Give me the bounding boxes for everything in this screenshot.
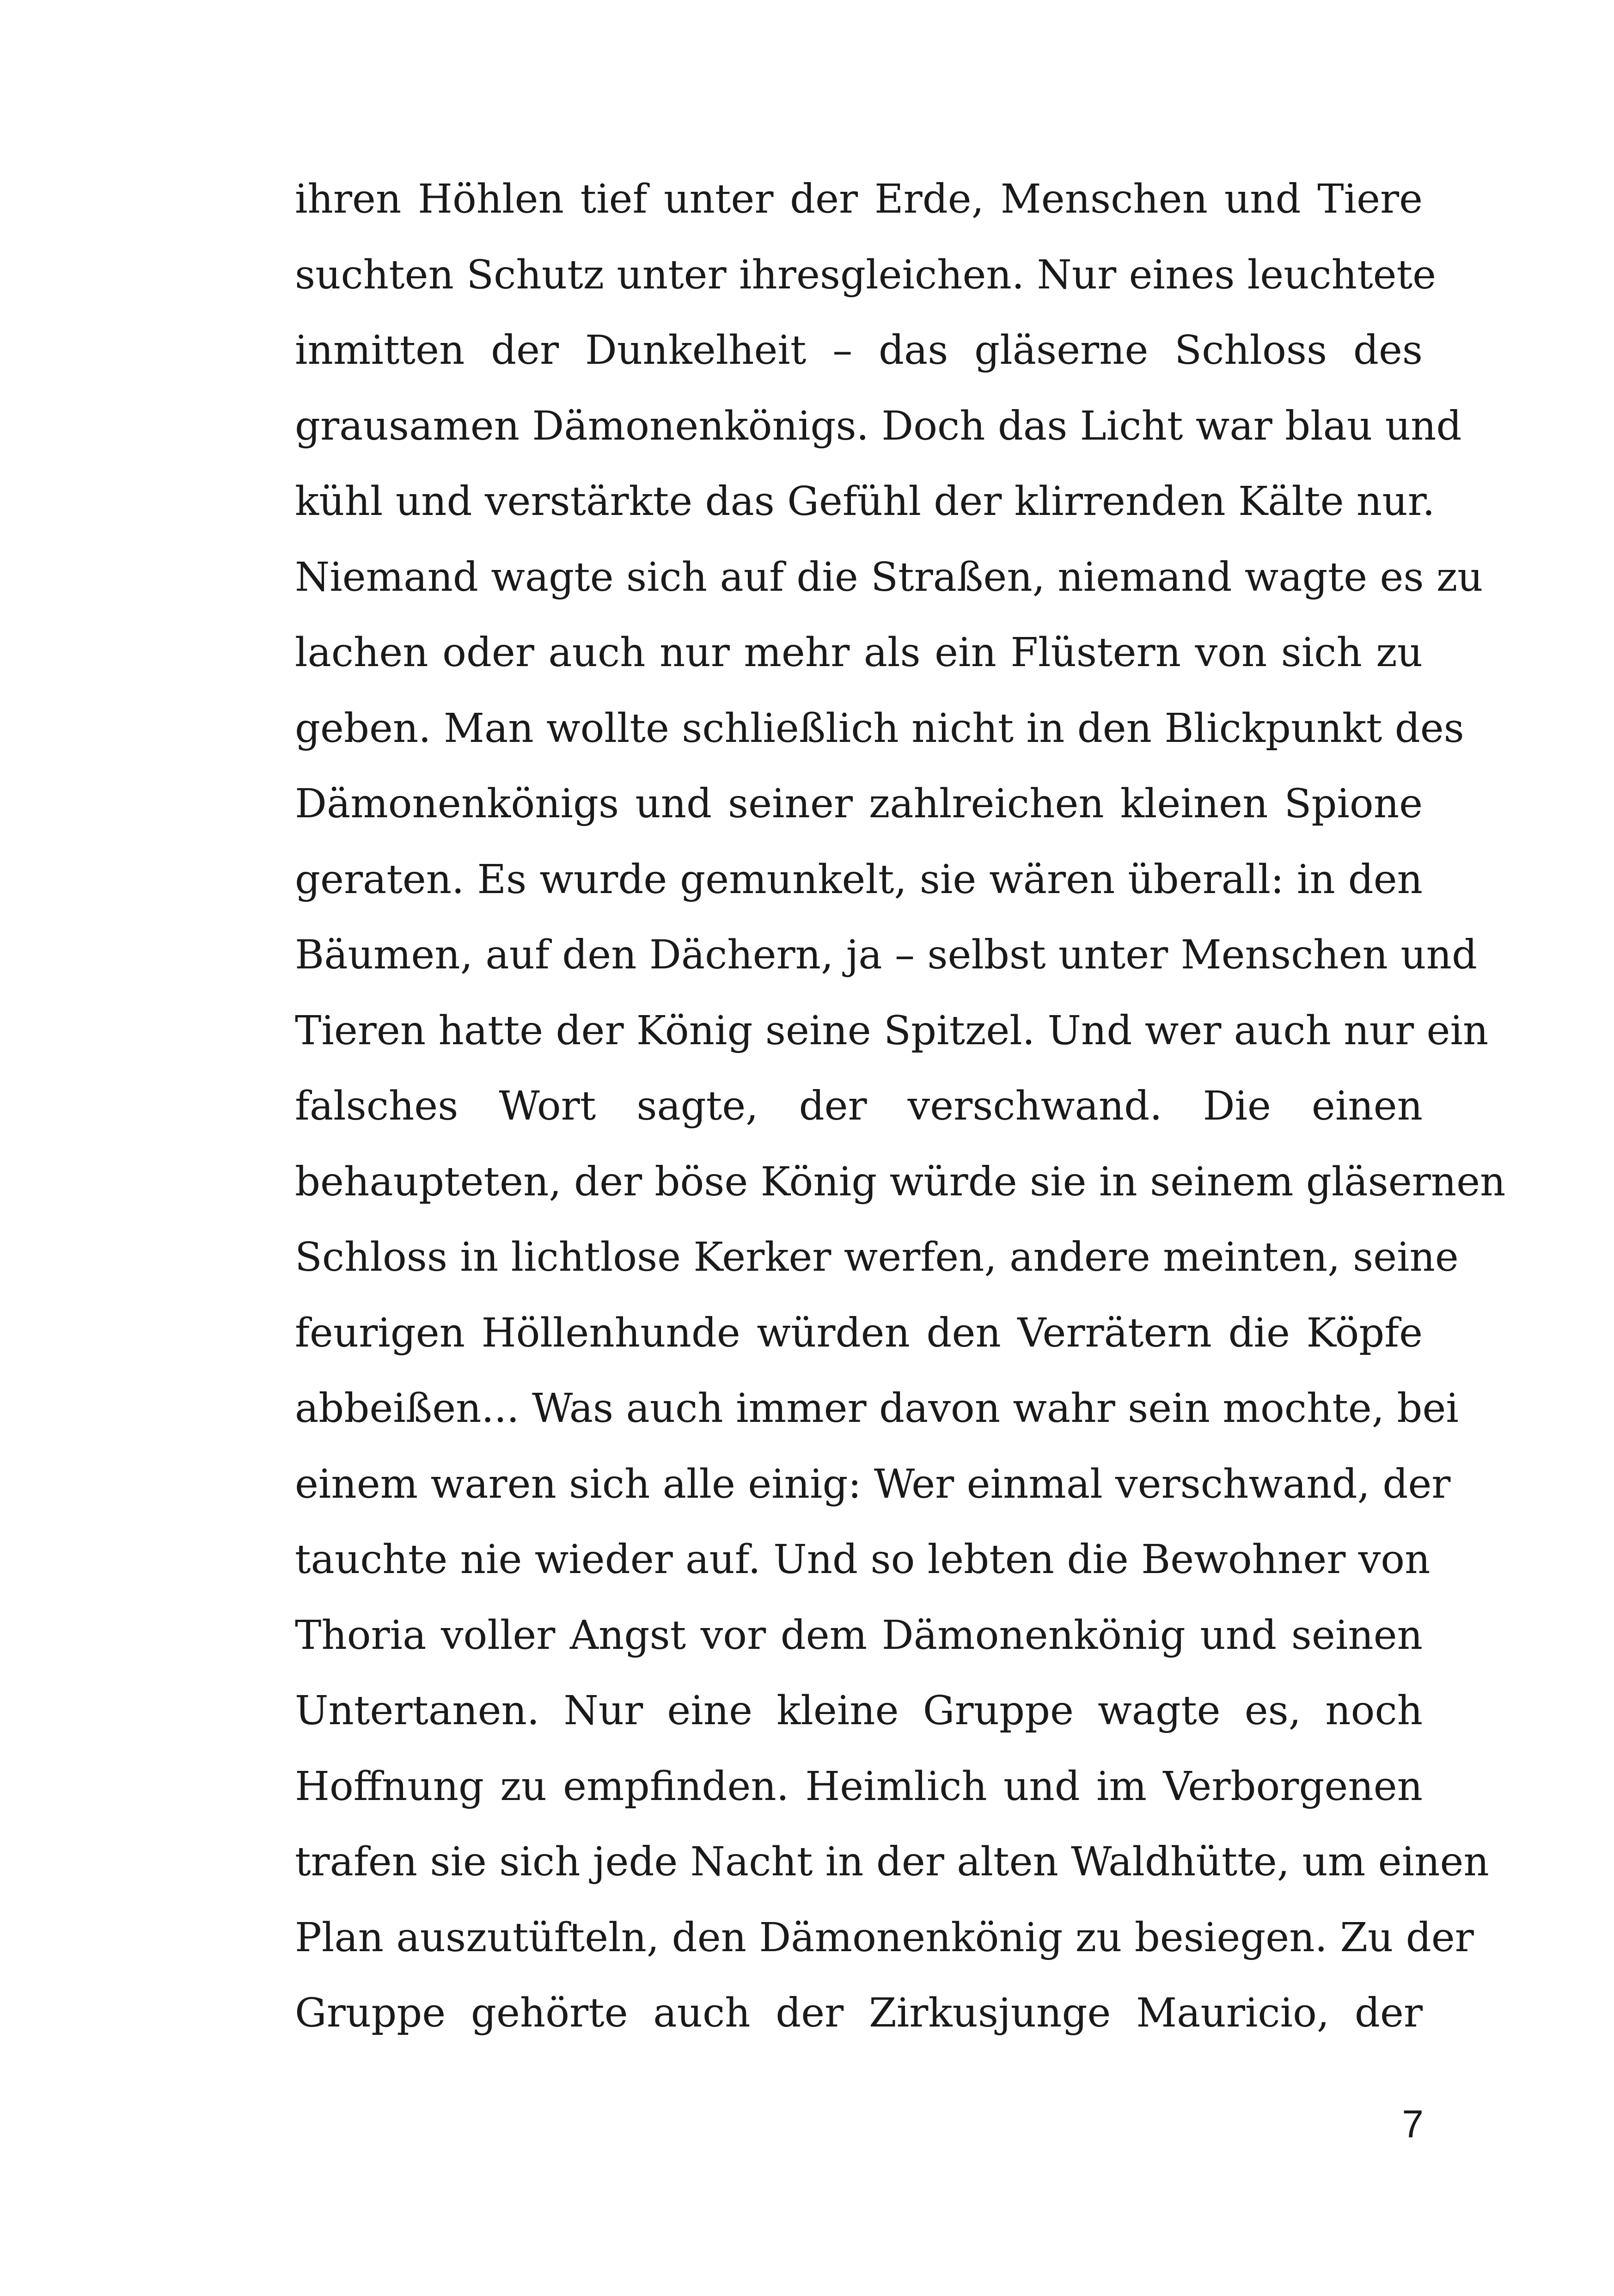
text-line: Hoffnung zu empfinden. Heimlich und im Verborgenen: [295, 1763, 1423, 1810]
text-line: einem waren sich alle einig: Wer einmal verschwand, der: [295, 1461, 1451, 1507]
text-line: feurigen Höllenhunde würden den Verrätern die Köpfe: [295, 1310, 1423, 1356]
text-line: trafen sie sich jede Nacht in der alten Waldhütte, um einen: [295, 1839, 1489, 1885]
text-line: geben. Man wollte schließlich nicht in den Blickpunkt des: [295, 705, 1464, 752]
text-line: abbeißen... Was auch immer davon wahr sein mochte, bei: [295, 1385, 1459, 1432]
text-line: Gruppe gehörte auch der Zirkusjunge Mauricio, der: [295, 1990, 1423, 2036]
text-line: Schloss in lichtlose Kerker werfen, andere meinten, seine: [295, 1234, 1459, 1280]
body-text: [295, 162, 1506, 2051]
text-line: grausamen Dämonenkönigs. Doch das Licht war blau und: [295, 403, 1462, 449]
text-line: lachen oder auch nur mehr als ein Flüstern von sich zu: [295, 630, 1423, 676]
text-line: Untertanen. Nur eine kleine Gruppe wagte es, noch: [295, 1688, 1423, 1734]
text-line: ihren Höhlen tief unter der Erde, Menschen und Tiere: [295, 176, 1423, 222]
text-line: Bäumen, auf den Dächern, ja – selbst unter Menschen und: [295, 932, 1478, 978]
text-line: behaupteten, der böse König würde sie in seinem gläsernen: [295, 1158, 1506, 1205]
text-line: tauchte nie wieder auf. Und so lebten die Bewohner von: [295, 1537, 1431, 1583]
text-line: Tieren hatte der König seine Spitzel. Und wer auch nur ein: [295, 1007, 1489, 1054]
text-line: Dämonenkönigs und seiner zahlreichen kleinen Spione: [295, 781, 1423, 827]
text-line: inmitten der Dunkelheit – das gläserne Schloss des: [295, 327, 1423, 373]
text-line: suchten Schutz unter ihresgleichen. Nur eines leuchtete: [295, 251, 1436, 298]
text-line: kühl und verstärkte das Gefühl der klirrenden Kälte nur.: [295, 478, 1435, 525]
text-line: falsches Wort sagte, der verschwand. Die einen: [295, 1083, 1423, 1129]
text-line: Thoria voller Angst vor dem Dämonenkönig und seinen: [295, 1612, 1423, 1659]
text-line: Niemand wagte sich auf die Straßen, niemand wagte es zu: [295, 554, 1483, 600]
text-line: Plan auszutüfteln, den Dämonenkönig zu besiegen. Zu der: [295, 1914, 1474, 1961]
text-line: geraten. Es wurde gemunkelt, sie wären überall: in den: [295, 856, 1423, 903]
page-number: 7: [1402, 2102, 1424, 2146]
